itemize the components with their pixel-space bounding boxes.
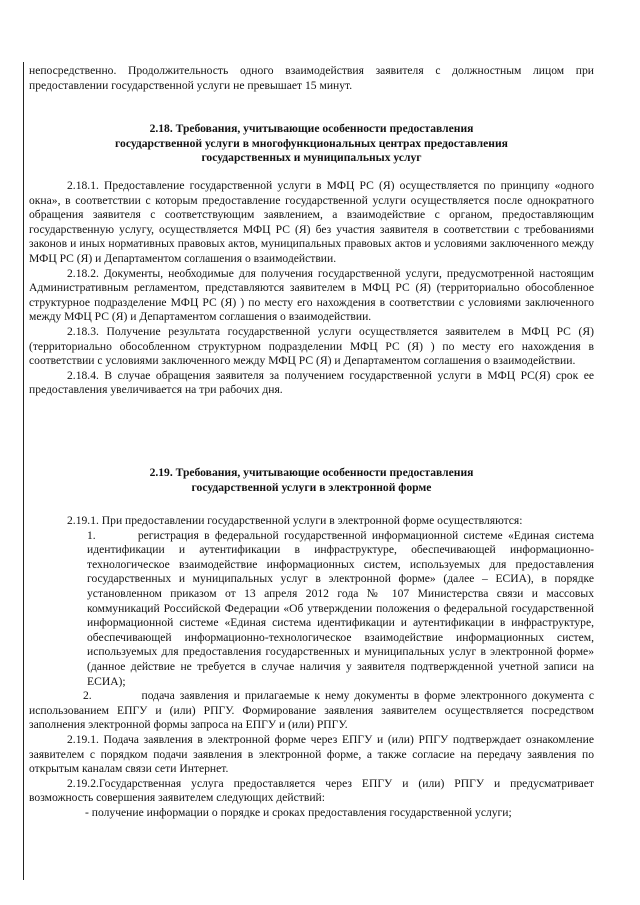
paragraph-2-18-1: 2.18.1. Предоставление государственной услуги в МФЦ РС (Я) осуществляется по принципу «одного окна», в соответствии с которым предоставление государственной услуги осуществляется после однократного обращения заявителя с соответствующим заявлением, а взаимодействие с органом, предоставляющим государственную услугу, осуществляется МФЦ РС (Я) без участия заявителя в соответствии с требованиями законов и иных нормативных правовых актов, муниципальных правовых актов и условиями заключенного между МФЦ РС (Я) и Департаментом соглашения о взаимодействии. xyxy=(29,179,594,265)
section-2-19-body xyxy=(29,514,594,820)
margin-line xyxy=(23,62,24,880)
paragraph-2-19-1b: 2.19.1. Подача заявления в электронной форме через ЕПГУ и (или) РПГУ подтверждает ознакомление заявителем с порядком подачи заявления в электронной форме, а также согласие на передачу заявления по открытым каналам связи сети Интернет. xyxy=(29,732,594,776)
section-2-18-body xyxy=(29,179,594,398)
heading-line: государственных и муниципальных услуг xyxy=(201,151,422,165)
paragraph-2-18-2: 2.18.2. Документы, необходимые для получения государственной услуги, предусмотренной настоящим Административным регламентом, представляются заявителем в МФЦ РС (Я) (территориально обособленное структурное подразделение МФЦ РС (Я) ) по месту его нахождения в соответствии с условиями заключенного между МФЦ РС (Я) и Департаментом соглашения о взаимодействии. xyxy=(29,266,594,324)
list-item-number: 2. xyxy=(83,689,92,703)
paragraph-2-18-4: 2.18.4. В случае обращения заявителя за получением государственной услуги в МФЦ РС(Я) срок ее предоставления увеличивается на три рабочих дня. xyxy=(29,368,594,397)
paragraph-2-18-3: 2.18.3. Получение результата государственной услуги осуществляется заявителем в МФЦ РС (Я) (территориально обособленном структурном подразделении МФЦ РС (Я) ) по месту его нахождения в соответствии с условиями заключенного между МФЦ РС (Я) и Департаментом соглашения о взаимодействии. xyxy=(29,324,594,368)
intro-paragraph: непосредственно. Продолжительность одного взаимодействия заявителя с должностным лицом при предоставлении государственной услуги не превышает 15 минут. xyxy=(29,64,594,92)
list-item-number: 1. xyxy=(87,528,96,542)
heading-line: 2.19. Требования, учитывающие особенности предоставления xyxy=(149,466,474,479)
list-item-2 xyxy=(29,689,594,733)
heading-line: 2.18. Требования, учитывающие особенности предоставления xyxy=(149,122,474,135)
paragraph-2-19-2: 2.19.2.Государственная услуга предоставляется через ЕПГУ и (или) РПГУ и предусматривает возможность совершения заявителем следующих действий: xyxy=(29,776,594,805)
list-item-1 xyxy=(29,529,594,690)
list-item-text: регистрация в федеральной государственной информационной системе «Единая система идентификации и аутентификации в инфраструктуре, обеспечивающей информационно-технологическое взаимодействие информационных систем, используемых для предоставления государственных и муниципальных услуг в электронной форме» (далее – ЕСИА), в порядке установленном приказом от 13 апреля 2012 года № 107 Министерства связи и массовых коммуникаций Российской Федерации «Об утверждении положения о федеральной государственной информационной системе «Единая система идентификации и аутентификации в инфраструктуре, обеспечивающей информационно-технологическое взаимодействие информационных систем, используемых для предоставления государственных и муниципальных услуг в электронной форме» (данное действие не требуется в случае наличия у заявителя подтвержденной учетной записи на ЕСИА); xyxy=(87,528,594,688)
heading-line: государственной услуги в многофункциональных центрах предоставления xyxy=(115,136,508,150)
intro-block xyxy=(29,64,594,93)
section-2-19-heading xyxy=(29,466,594,495)
section-2-18-heading xyxy=(29,122,594,166)
heading-line: государственной услуги в электронной форме xyxy=(191,480,432,494)
bullet-item: - получение информации о порядке и сроках предоставления государственной услуги; xyxy=(85,805,512,819)
paragraph-2-19-1: 2.19.1. При предоставлении государственной услуги в электронной форме осуществляются: xyxy=(67,514,523,527)
list-item-text: подача заявления и прилагаемые к нему документы в форме электронного документа с использованием ЕПГУ и (или) РПГУ. Формирование заявления заявителем осуществляется посредством заполнения электронной формы запроса на ЕПГУ и (или) РПГУ. xyxy=(29,689,595,732)
